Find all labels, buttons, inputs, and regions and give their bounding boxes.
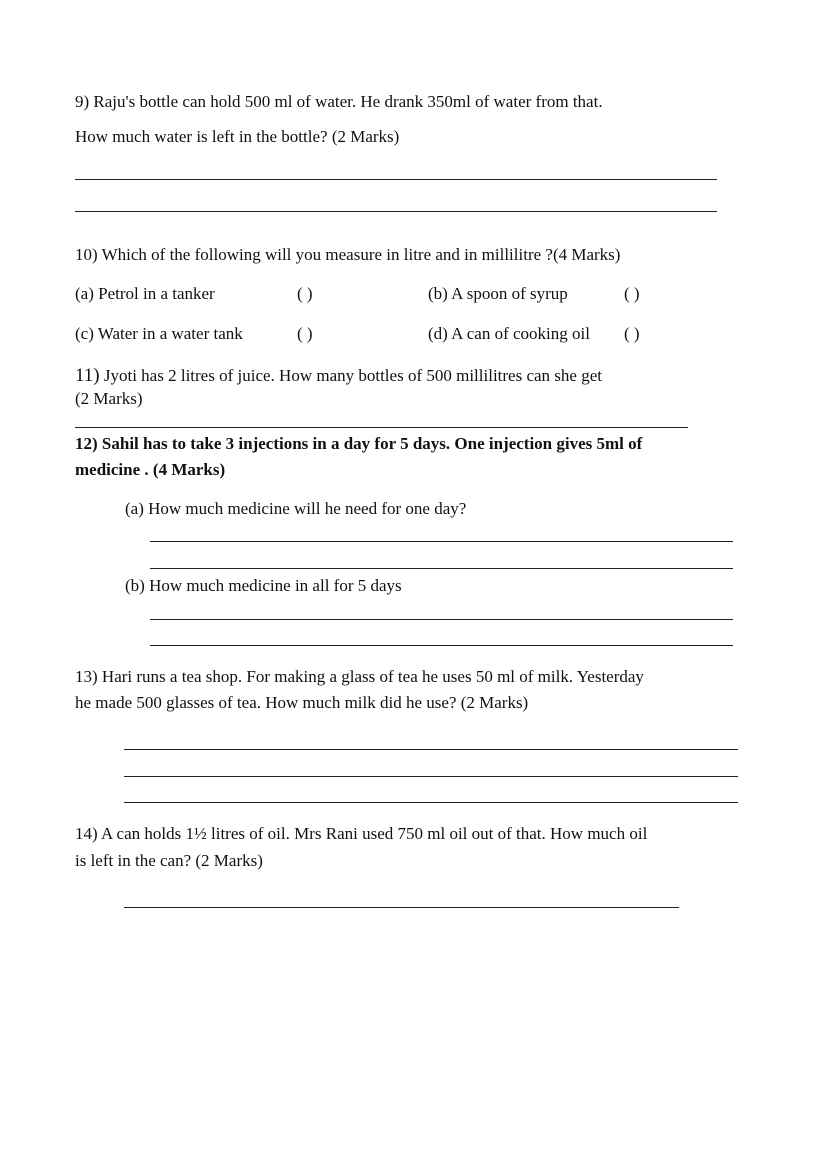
q12-line-1: 12) Sahil has to take 3 injections in a day for 5 days. One injection gives 5ml of <box>75 434 643 453</box>
q10-option-a: (a) Petrol in a tanker <box>75 284 215 303</box>
q10-question: 10) Which of the following will you measure in litre and in millilitre ?(4 Marks) <box>75 245 621 264</box>
q12-part-a: (a) How much medicine will he need for one day? <box>125 499 467 518</box>
q12a-answer-line-2 <box>150 568 733 569</box>
q10-option-d-blank: ( ) <box>624 324 640 343</box>
q14-line-1: 14) A can holds 1½ litres of oil. Mrs Rani used 750 ml oil out of that. How much oil <box>75 824 648 843</box>
q14-answer-line <box>124 907 679 908</box>
q13-answer-line-3 <box>124 802 738 803</box>
q9-answer-line-1 <box>75 179 717 180</box>
q10-option-b-blank: ( ) <box>624 284 640 303</box>
q13-line-2: he made 500 glasses of tea. How much milk did he use? (2 Marks) <box>75 693 529 712</box>
q11-answer-line <box>75 427 688 428</box>
q11-text: Jyoti has 2 litres of juice. How many bottles of 500 millilitres can she get <box>99 366 602 385</box>
q14-line-2: is left in the can? (2 Marks) <box>75 851 263 870</box>
q13-line-1: 13) Hari runs a tea shop. For making a glass of tea he uses 50 ml of milk. Yesterday <box>75 667 644 686</box>
q12b-answer-line-2 <box>150 645 733 646</box>
q11-question <box>75 366 602 385</box>
q13-answer-line-1 <box>124 749 738 750</box>
q10-option-b: (b) A spoon of syrup <box>428 284 568 303</box>
q9-line-1: 9) Raju's bottle can hold 500 ml of water. He drank 350ml of water from that. <box>75 92 603 111</box>
q11-number: 11) <box>75 365 100 386</box>
q10-option-d: (d) A can of cooking oil <box>428 324 590 343</box>
q12-line-2: medicine . (4 Marks) <box>75 460 226 479</box>
q12-part-b: (b) How much medicine in all for 5 days <box>125 576 402 595</box>
q10-option-a-blank: ( ) <box>297 284 313 303</box>
q13-answer-line-2 <box>124 776 738 777</box>
q9-answer-line-2 <box>75 211 717 212</box>
q12a-answer-line-1 <box>150 541 733 542</box>
q10-option-c: (c) Water in a water tank <box>75 324 243 343</box>
q12b-answer-line-1 <box>150 619 733 620</box>
q10-option-c-blank: ( ) <box>297 324 313 343</box>
q9-line-2: How much water is left in the bottle? (2 Marks) <box>75 127 400 146</box>
q11-marks: (2 Marks) <box>75 389 143 408</box>
